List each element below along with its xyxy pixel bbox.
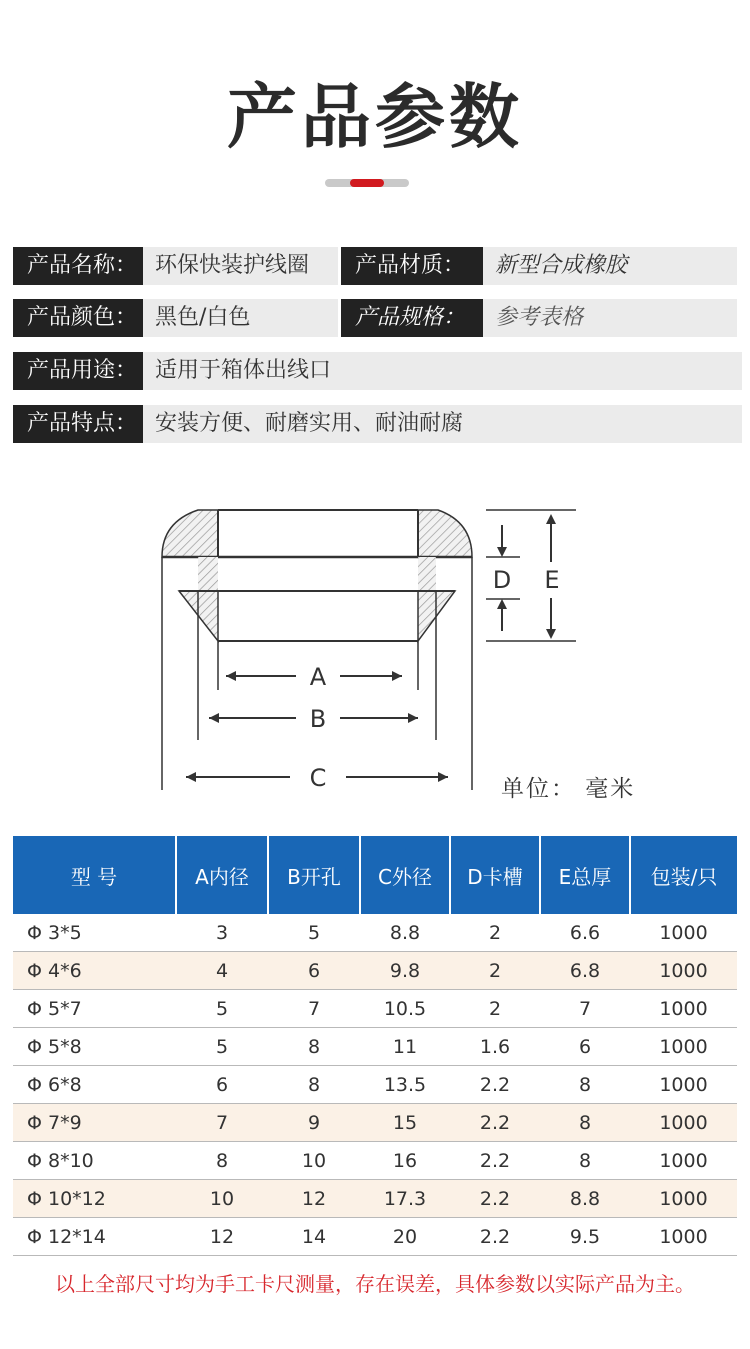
param-row-feature	[13, 405, 742, 443]
param-value-spec: 参考表格	[483, 299, 737, 337]
table-row	[13, 1104, 737, 1142]
cell-b: 8	[268, 1066, 360, 1104]
param-value-use: 适用于箱体出线口	[143, 352, 742, 390]
cell-d: 2.2	[450, 1180, 540, 1218]
cell-pack: 1000	[630, 1066, 737, 1104]
dim-label-d: D	[492, 566, 512, 594]
cell-e: 6	[540, 1028, 630, 1066]
header-d: D卡槽	[450, 836, 540, 914]
cell-d: 1.6	[450, 1028, 540, 1066]
cell-a: 5	[176, 1028, 268, 1066]
cell-b: 6	[268, 952, 360, 990]
grommet-dimension-diagram	[140, 500, 600, 810]
cell-e: 7	[540, 990, 630, 1028]
cell-b: 9	[268, 1104, 360, 1142]
cell-e: 9.5	[540, 1218, 630, 1256]
dim-label-e: E	[544, 566, 560, 594]
table-row	[13, 1142, 737, 1180]
cell-model: Φ 12*14	[13, 1218, 176, 1256]
cell-model: Φ 5*8	[13, 1028, 176, 1066]
cell-a: 5	[176, 990, 268, 1028]
cell-b: 7	[268, 990, 360, 1028]
cell-model: Φ 6*8	[13, 1066, 176, 1104]
cell-a: 7	[176, 1104, 268, 1142]
cell-model: Φ 5*7	[13, 990, 176, 1028]
cell-d: 2	[450, 990, 540, 1028]
cell-pack: 1000	[630, 952, 737, 990]
cell-e: 6.8	[540, 952, 630, 990]
cell-b: 5	[268, 914, 360, 952]
param-value-material: 新型合成橡胶	[483, 247, 737, 285]
cell-e: 6.6	[540, 914, 630, 952]
cell-c: 8.8	[360, 914, 450, 952]
cell-d: 2.2	[450, 1066, 540, 1104]
spec-table-header	[13, 836, 737, 914]
spec-table	[13, 836, 737, 1256]
cell-c: 9.8	[360, 952, 450, 990]
header-a: A内径	[176, 836, 268, 914]
param-row-name	[13, 247, 737, 285]
header-model: 型 号	[13, 836, 176, 914]
cell-e: 8.8	[540, 1180, 630, 1218]
cell-c: 16	[360, 1142, 450, 1180]
cell-a: 6	[176, 1066, 268, 1104]
title-divider	[325, 179, 409, 187]
cell-model: Φ 7*9	[13, 1104, 176, 1142]
header-c: C外径	[360, 836, 450, 914]
param-value-color: 黑色/白色	[143, 299, 338, 337]
param-label-feature: 产品特点：	[13, 405, 143, 443]
header-e: E总厚	[540, 836, 630, 914]
cell-a: 10	[176, 1180, 268, 1218]
param-label-name: 产品名称：	[13, 247, 143, 285]
param-row-use	[13, 352, 742, 390]
param-label-spec: 产品规格：	[341, 299, 483, 337]
cell-b: 8	[268, 1028, 360, 1066]
cell-pack: 1000	[630, 1180, 737, 1218]
table-row	[13, 1218, 737, 1256]
header-pack: 包装/只	[630, 836, 737, 914]
table-row	[13, 952, 737, 990]
cell-model: Φ 4*6	[13, 952, 176, 990]
param-row-color	[13, 299, 737, 337]
cell-b: 10	[268, 1142, 360, 1180]
table-row	[13, 1066, 737, 1104]
cell-d: 2.2	[450, 1104, 540, 1142]
param-value-feature: 安装方便、耐磨实用、耐油耐腐	[143, 405, 742, 443]
cell-b: 12	[268, 1180, 360, 1218]
param-value-name: 环保快装护线圈	[143, 247, 338, 285]
cell-d: 2.2	[450, 1218, 540, 1256]
measurement-disclaimer: 以上全部尺寸均为手工卡尺测量，存在误差，具体参数以实际产品为主。	[55, 1272, 695, 1296]
cell-a: 3	[176, 914, 268, 952]
cell-pack: 1000	[630, 1104, 737, 1142]
param-label-color: 产品颜色：	[13, 299, 143, 337]
dim-label-c: C	[309, 764, 327, 792]
table-row	[13, 990, 737, 1028]
cell-model: Φ 3*5	[13, 914, 176, 952]
cell-c: 10.5	[360, 990, 450, 1028]
cell-e: 8	[540, 1104, 630, 1142]
cell-a: 8	[176, 1142, 268, 1180]
cell-a: 4	[176, 952, 268, 990]
param-label-material: 产品材质：	[341, 247, 483, 285]
cell-model: Φ 10*12	[13, 1180, 176, 1218]
dim-label-a: A	[309, 663, 327, 691]
cell-d: 2	[450, 914, 540, 952]
cell-b: 14	[268, 1218, 360, 1256]
dim-label-b: B	[309, 705, 327, 733]
param-label-use: 产品用途：	[13, 352, 143, 390]
cell-pack: 1000	[630, 1028, 737, 1066]
cell-pack: 1000	[630, 990, 737, 1028]
table-row	[13, 1028, 737, 1066]
cell-c: 13.5	[360, 1066, 450, 1104]
cell-d: 2	[450, 952, 540, 990]
cell-pack: 1000	[630, 1218, 737, 1256]
table-row	[13, 914, 737, 952]
cell-d: 2.2	[450, 1142, 540, 1180]
cell-c: 20	[360, 1218, 450, 1256]
header-b: B开孔	[268, 836, 360, 914]
cell-e: 8	[540, 1066, 630, 1104]
cell-c: 15	[360, 1104, 450, 1142]
cell-c: 11	[360, 1028, 450, 1066]
table-row	[13, 1180, 737, 1218]
unit-label: 单位： 毫米	[501, 776, 636, 802]
cell-pack: 1000	[630, 1142, 737, 1180]
title-divider-accent	[350, 179, 384, 187]
cell-e: 8	[540, 1142, 630, 1180]
cell-a: 12	[176, 1218, 268, 1256]
cell-pack: 1000	[630, 914, 737, 952]
page-title: 产品参数	[227, 76, 523, 158]
cell-c: 17.3	[360, 1180, 450, 1218]
cell-model: Φ 8*10	[13, 1142, 176, 1180]
